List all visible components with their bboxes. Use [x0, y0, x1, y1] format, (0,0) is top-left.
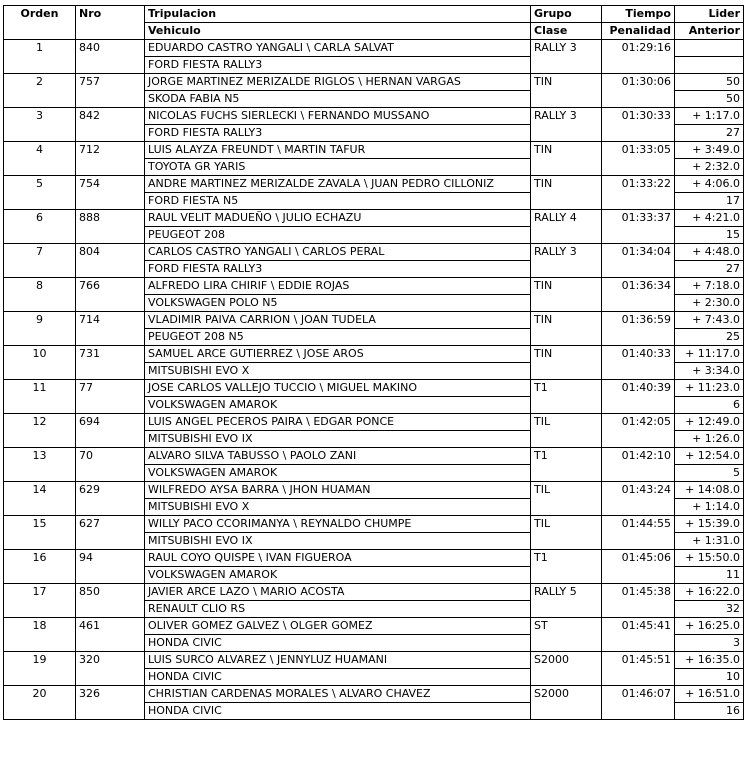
- vehiculo-cell: MITSUBISHI EVO X: [145, 363, 531, 380]
- orden-cell: 18: [4, 618, 76, 652]
- table-row: [4, 380, 744, 397]
- header-vehiculo: Vehiculo: [145, 23, 531, 40]
- grupo-cell: TIN: [531, 74, 602, 108]
- nro-cell: 94: [76, 550, 145, 584]
- orden-cell: 7: [4, 244, 76, 278]
- anterior-cell: 16: [675, 703, 744, 720]
- anterior-cell: 25: [675, 329, 744, 346]
- nro-cell: 888: [76, 210, 145, 244]
- lider-cell: + 15:50.0: [675, 550, 744, 567]
- vehiculo-cell: MITSUBISHI EVO IX: [145, 533, 531, 550]
- tripulacion-cell: JOSE CARLOS VALLEJO TUCCIO \ MIGUEL MAKINO: [145, 380, 531, 397]
- tiempo-cell: 01:40:39: [602, 380, 675, 414]
- nro-cell: 757: [76, 74, 145, 108]
- grupo-cell: TIL: [531, 516, 602, 550]
- vehiculo-cell: VOLKSWAGEN POLO N5: [145, 295, 531, 312]
- grupo-cell: TIN: [531, 176, 602, 210]
- header-clase: Clase: [531, 23, 602, 40]
- lider-cell: 50: [675, 74, 744, 91]
- tiempo-cell: 01:34:04: [602, 244, 675, 278]
- anterior-cell: 27: [675, 261, 744, 278]
- nro-cell: 714: [76, 312, 145, 346]
- orden-cell: 14: [4, 482, 76, 516]
- grupo-cell: S2000: [531, 652, 602, 686]
- tripulacion-cell: JAVIER ARCE LAZO \ MARIO ACOSTA: [145, 584, 531, 601]
- anterior-cell: 50: [675, 91, 744, 108]
- tripulacion-cell: ANDRE MARTINEZ MERIZALDE ZAVALA \ JUAN PEDRO CILLONIZ: [145, 176, 531, 193]
- nro-cell: 627: [76, 516, 145, 550]
- table-row: [4, 108, 744, 125]
- nro-cell: 326: [76, 686, 145, 720]
- tiempo-cell: 01:36:34: [602, 278, 675, 312]
- tripulacion-cell: CHRISTIAN CARDENAS MORALES \ ALVARO CHAVEZ: [145, 686, 531, 703]
- vehiculo-cell: VOLKSWAGEN AMAROK: [145, 397, 531, 414]
- orden-cell: 8: [4, 278, 76, 312]
- anterior-cell: 27: [675, 125, 744, 142]
- nro-cell: 754: [76, 176, 145, 210]
- nro-cell: 804: [76, 244, 145, 278]
- grupo-cell: TIN: [531, 278, 602, 312]
- tripulacion-cell: VLADIMIR PAIVA CARRION \ JOAN TUDELA: [145, 312, 531, 329]
- nro-cell: 77: [76, 380, 145, 414]
- table-header: [4, 6, 744, 40]
- nro-cell: 840: [76, 40, 145, 74]
- results-body: [4, 40, 744, 720]
- table-row: [4, 516, 744, 533]
- tripulacion-cell: OLIVER GOMEZ GALVEZ \ OLGER GOMEZ: [145, 618, 531, 635]
- tiempo-cell: 01:45:38: [602, 584, 675, 618]
- grupo-cell: RALLY 3: [531, 40, 602, 74]
- orden-cell: 16: [4, 550, 76, 584]
- tripulacion-cell: NICOLAS FUCHS SIERLECKI \ FERNANDO MUSSANO: [145, 108, 531, 125]
- tiempo-cell: 01:30:06: [602, 74, 675, 108]
- table-row: [4, 278, 744, 295]
- tiempo-cell: 01:46:07: [602, 686, 675, 720]
- orden-cell: 11: [4, 380, 76, 414]
- nro-cell: 766: [76, 278, 145, 312]
- table-row: [4, 176, 744, 193]
- table-row: [4, 312, 744, 329]
- tiempo-cell: 01:33:22: [602, 176, 675, 210]
- vehiculo-cell: FORD FIESTA RALLY3: [145, 261, 531, 278]
- vehiculo-cell: PEUGEOT 208 N5: [145, 329, 531, 346]
- anterior-cell: 5: [675, 465, 744, 482]
- vehiculo-cell: MITSUBISHI EVO X: [145, 499, 531, 516]
- tiempo-cell: 01:40:33: [602, 346, 675, 380]
- lider-cell: + 14:08.0: [675, 482, 744, 499]
- nro-cell: 712: [76, 142, 145, 176]
- header-nro: Nro: [76, 6, 145, 40]
- grupo-cell: ST: [531, 618, 602, 652]
- vehiculo-cell: HONDA CIVIC: [145, 635, 531, 652]
- tripulacion-cell: WILFREDO AYSA BARRA \ JHON HUAMAN: [145, 482, 531, 499]
- lider-cell: + 11:23.0: [675, 380, 744, 397]
- vehiculo-cell: HONDA CIVIC: [145, 703, 531, 720]
- lider-cell: + 12:49.0: [675, 414, 744, 431]
- header-penalidad: Penalidad: [602, 23, 675, 40]
- tripulacion-cell: JORGE MARTINEZ MERIZALDE RIGLOS \ HERNAN VARGAS: [145, 74, 531, 91]
- header-tiempo: Tiempo: [602, 6, 675, 23]
- table-row: [4, 584, 744, 601]
- nro-cell: 629: [76, 482, 145, 516]
- orden-cell: 4: [4, 142, 76, 176]
- tripulacion-cell: EDUARDO CASTRO YANGALI \ CARLA SALVAT: [145, 40, 531, 57]
- table-row: [4, 686, 744, 703]
- orden-cell: 6: [4, 210, 76, 244]
- lider-cell: + 11:17.0: [675, 346, 744, 363]
- tiempo-cell: 01:33:37: [602, 210, 675, 244]
- anterior-cell: [675, 57, 744, 74]
- table-row: [4, 40, 744, 57]
- anterior-cell: + 2:30.0: [675, 295, 744, 312]
- tripulacion-cell: LUIS ALAYZA FREUNDT \ MARTIN TAFUR: [145, 142, 531, 159]
- lider-cell: + 7:43.0: [675, 312, 744, 329]
- lider-cell: + 16:25.0: [675, 618, 744, 635]
- vehiculo-cell: FORD FIESTA RALLY3: [145, 125, 531, 142]
- tiempo-cell: 01:33:05: [602, 142, 675, 176]
- table-row: [4, 244, 744, 261]
- table-row: [4, 346, 744, 363]
- anterior-cell: 11: [675, 567, 744, 584]
- vehiculo-cell: PEUGEOT 208: [145, 227, 531, 244]
- grupo-cell: S2000: [531, 686, 602, 720]
- orden-cell: 3: [4, 108, 76, 142]
- orden-cell: 2: [4, 74, 76, 108]
- orden-cell: 9: [4, 312, 76, 346]
- tiempo-cell: 01:42:05: [602, 414, 675, 448]
- tripulacion-cell: ALFREDO LIRA CHIRIF \ EDDIE ROJAS: [145, 278, 531, 295]
- grupo-cell: TIN: [531, 312, 602, 346]
- orden-cell: 17: [4, 584, 76, 618]
- header-anterior: Anterior: [675, 23, 744, 40]
- grupo-cell: TIL: [531, 482, 602, 516]
- anterior-cell: + 1:26.0: [675, 431, 744, 448]
- grupo-cell: RALLY 4: [531, 210, 602, 244]
- lider-cell: + 4:48.0: [675, 244, 744, 261]
- vehiculo-cell: FORD FIESTA N5: [145, 193, 531, 210]
- vehiculo-cell: FORD FIESTA RALLY3: [145, 57, 531, 74]
- table-row: [4, 482, 744, 499]
- vehiculo-cell: RENAULT CLIO RS: [145, 601, 531, 618]
- orden-cell: 13: [4, 448, 76, 482]
- tiempo-cell: 01:45:51: [602, 652, 675, 686]
- tiempo-cell: 01:42:10: [602, 448, 675, 482]
- grupo-cell: RALLY 3: [531, 108, 602, 142]
- vehiculo-cell: VOLKSWAGEN AMAROK: [145, 567, 531, 584]
- tripulacion-cell: LUIS SURCO ALVAREZ \ JENNYLUZ HUAMANI: [145, 652, 531, 669]
- lider-cell: + 4:06.0: [675, 176, 744, 193]
- anterior-cell: + 1:31.0: [675, 533, 744, 550]
- nro-cell: 850: [76, 584, 145, 618]
- tiempo-cell: 01:43:24: [602, 482, 675, 516]
- header-grupo: Grupo: [531, 6, 602, 23]
- tripulacion-cell: ALVARO SILVA TABUSSO \ PAOLO ZANI: [145, 448, 531, 465]
- lider-cell: [675, 40, 744, 57]
- nro-cell: 731: [76, 346, 145, 380]
- tiempo-cell: 01:29:16: [602, 40, 675, 74]
- orden-cell: 20: [4, 686, 76, 720]
- tripulacion-cell: WILLY PACO CCORIMANYA \ REYNALDO CHUMPE: [145, 516, 531, 533]
- nro-cell: 461: [76, 618, 145, 652]
- grupo-cell: RALLY 5: [531, 584, 602, 618]
- table-row: [4, 210, 744, 227]
- anterior-cell: 15: [675, 227, 744, 244]
- grupo-cell: T1: [531, 448, 602, 482]
- orden-cell: 19: [4, 652, 76, 686]
- nro-cell: 694: [76, 414, 145, 448]
- anterior-cell: + 2:32.0: [675, 159, 744, 176]
- lider-cell: + 3:49.0: [675, 142, 744, 159]
- orden-cell: 12: [4, 414, 76, 448]
- orden-cell: 1: [4, 40, 76, 74]
- anterior-cell: 32: [675, 601, 744, 618]
- nro-cell: 70: [76, 448, 145, 482]
- vehiculo-cell: VOLKSWAGEN AMAROK: [145, 465, 531, 482]
- orden-cell: 10: [4, 346, 76, 380]
- orden-cell: 15: [4, 516, 76, 550]
- grupo-cell: TIL: [531, 414, 602, 448]
- anterior-cell: + 3:34.0: [675, 363, 744, 380]
- lider-cell: + 16:22.0: [675, 584, 744, 601]
- lider-cell: + 1:17.0: [675, 108, 744, 125]
- nro-cell: 320: [76, 652, 145, 686]
- results-table: [3, 5, 744, 720]
- orden-cell: 5: [4, 176, 76, 210]
- tripulacion-cell: LUIS ANGEL PECEROS PAIRA \ EDGAR PONCE: [145, 414, 531, 431]
- anterior-cell: + 1:14.0: [675, 499, 744, 516]
- table-row: [4, 74, 744, 91]
- tripulacion-cell: CARLOS CASTRO YANGALI \ CARLOS PERAL: [145, 244, 531, 261]
- nro-cell: 842: [76, 108, 145, 142]
- grupo-cell: TIN: [531, 346, 602, 380]
- lider-cell: + 16:35.0: [675, 652, 744, 669]
- header-tripulacion: Tripulacion: [145, 6, 531, 23]
- anterior-cell: 6: [675, 397, 744, 414]
- header-lider: Lider: [675, 6, 744, 23]
- vehiculo-cell: MITSUBISHI EVO IX: [145, 431, 531, 448]
- tiempo-cell: 01:45:06: [602, 550, 675, 584]
- vehiculo-cell: SKODA FABIA N5: [145, 91, 531, 108]
- anterior-cell: 17: [675, 193, 744, 210]
- table-row: [4, 448, 744, 465]
- table-row: [4, 652, 744, 669]
- anterior-cell: 3: [675, 635, 744, 652]
- grupo-cell: RALLY 3: [531, 244, 602, 278]
- tiempo-cell: 01:30:33: [602, 108, 675, 142]
- vehiculo-cell: TOYOTA GR YARIS: [145, 159, 531, 176]
- tiempo-cell: 01:45:41: [602, 618, 675, 652]
- lider-cell: + 7:18.0: [675, 278, 744, 295]
- table-row: [4, 550, 744, 567]
- tripulacion-cell: SAMUEL ARCE GUTIERREZ \ JOSE AROS: [145, 346, 531, 363]
- grupo-cell: TIN: [531, 142, 602, 176]
- table-row: [4, 142, 744, 159]
- anterior-cell: 10: [675, 669, 744, 686]
- table-row: [4, 414, 744, 431]
- lider-cell: + 4:21.0: [675, 210, 744, 227]
- lider-cell: + 16:51.0: [675, 686, 744, 703]
- tripulacion-cell: RAUL COYO QUISPE \ IVAN FIGUEROA: [145, 550, 531, 567]
- header-row-1: [4, 6, 744, 23]
- header-orden: Orden: [4, 6, 76, 40]
- grupo-cell: T1: [531, 550, 602, 584]
- table-row: [4, 618, 744, 635]
- lider-cell: + 12:54.0: [675, 448, 744, 465]
- vehiculo-cell: HONDA CIVIC: [145, 669, 531, 686]
- tripulacion-cell: RAUL VELIT MADUEÑO \ JULIO ECHAZU: [145, 210, 531, 227]
- tiempo-cell: 01:36:59: [602, 312, 675, 346]
- grupo-cell: T1: [531, 380, 602, 414]
- lider-cell: + 15:39.0: [675, 516, 744, 533]
- tiempo-cell: 01:44:55: [602, 516, 675, 550]
